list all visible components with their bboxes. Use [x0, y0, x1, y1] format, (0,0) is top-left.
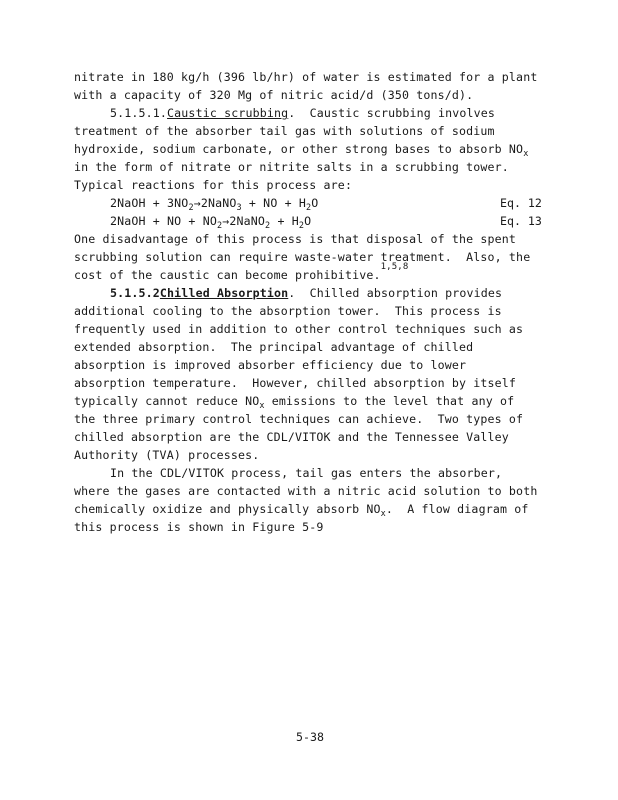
subscript: 2 [188, 203, 194, 213]
section-heading-chilled-absorption [110, 286, 502, 300]
text-line: Authority (TVA) processes. [74, 448, 260, 462]
subscript: 2 [216, 221, 223, 231]
text-line: scrubbing solution can require waste-water treatment. Also, the [74, 250, 531, 264]
text-line: treatment of the absorber tail gas with solutions of sodium [74, 124, 495, 138]
text-run: typically cannot reduce NO [74, 394, 260, 408]
subscript: x [259, 401, 265, 411]
text-run: . Chilled absorption provides [288, 286, 503, 300]
eq-text: 2NaNO [229, 214, 266, 228]
text-run: . Caustic scrubbing involves [288, 106, 496, 120]
eq-text: 2NaOH + 3NO [110, 196, 189, 210]
reaction-arrow: → [222, 214, 230, 228]
text-line: One disadvantage of this process is that disposal of the spent [74, 232, 517, 246]
text-line [74, 142, 528, 158]
text-run: chemically oxidize and physically absorb NO [74, 502, 381, 516]
text-line: absorption temperature. However, chilled absorption by itself [74, 376, 517, 390]
eq-text: + H [270, 214, 299, 228]
equation-12 [110, 196, 318, 212]
eq-text: O [311, 196, 319, 210]
text-run: . A flow diagram of [385, 502, 529, 516]
text-run: hydroxide, sodium carbonate, or other strong bases to absorb NO [74, 142, 524, 156]
text-run: emissions to the level that any of [264, 394, 515, 408]
eq-text: 2NaNO [200, 196, 237, 210]
reaction-arrow: → [193, 196, 201, 210]
subscript: x [523, 149, 529, 159]
page-number: 5-38 [296, 730, 324, 744]
section-title: Chilled Absorption [159, 286, 289, 300]
subscript: 2 [265, 221, 271, 231]
subscript: 3 [236, 203, 242, 213]
text-line: frequently used in addition to other control techniques such as [74, 322, 524, 336]
section-number: 5.1.5.2 [110, 286, 160, 300]
eq-text: O [304, 214, 312, 228]
text-line: extended absorption. The principal advantage of chilled [74, 340, 474, 354]
text-line: additional cooling to the absorption tower. This process is [74, 304, 502, 318]
text-line [74, 502, 528, 518]
subscript: 2 [298, 221, 305, 231]
text-line: nitrate in 180 kg/h (396 lb/hr) of water is estimated for a plant [74, 70, 538, 84]
text-line: Typical reactions for this process are: [74, 178, 353, 192]
reference-superscript: 1,5,8 [380, 262, 409, 272]
equation-label: Eq. 13 [500, 214, 542, 228]
section-heading-caustic-scrubbing [110, 106, 495, 120]
section-number: 5.1.5.1. [110, 106, 168, 120]
text-line: In the CDL/VITOK process, tail gas enters the absorber, [110, 466, 503, 480]
eq-text: + NO + H [241, 196, 306, 210]
equation-label: Eq. 12 [500, 196, 542, 210]
text-run: cost of the caustic can become prohibitive. [74, 268, 381, 282]
text-line: this process is shown in Figure 5-9 [74, 520, 324, 534]
text-line: in the form of nitrate or nitrite salts in a scrubbing tower. [74, 160, 509, 174]
text-line: with a capacity of 320 Mg of nitric acid/d (350 tons/d). [74, 88, 474, 102]
equation-13 [110, 214, 311, 230]
subscript: 2 [305, 203, 312, 213]
text-line [74, 394, 514, 410]
text-line [74, 262, 409, 282]
subscript: x [380, 509, 386, 519]
text-line: where the gases are contacted with a nitric acid solution to both [74, 484, 538, 498]
eq-text: 2NaOH + NO + NO [110, 214, 217, 228]
text-line: absorption is improved absorber efficiency due to lower [74, 358, 467, 372]
section-title: Caustic scrubbing [167, 106, 289, 120]
text-line: chilled absorption are the CDL/VITOK and the Tennessee Valley [74, 430, 509, 444]
text-line: the three primary control techniques can achieve. Two types of [74, 412, 524, 426]
